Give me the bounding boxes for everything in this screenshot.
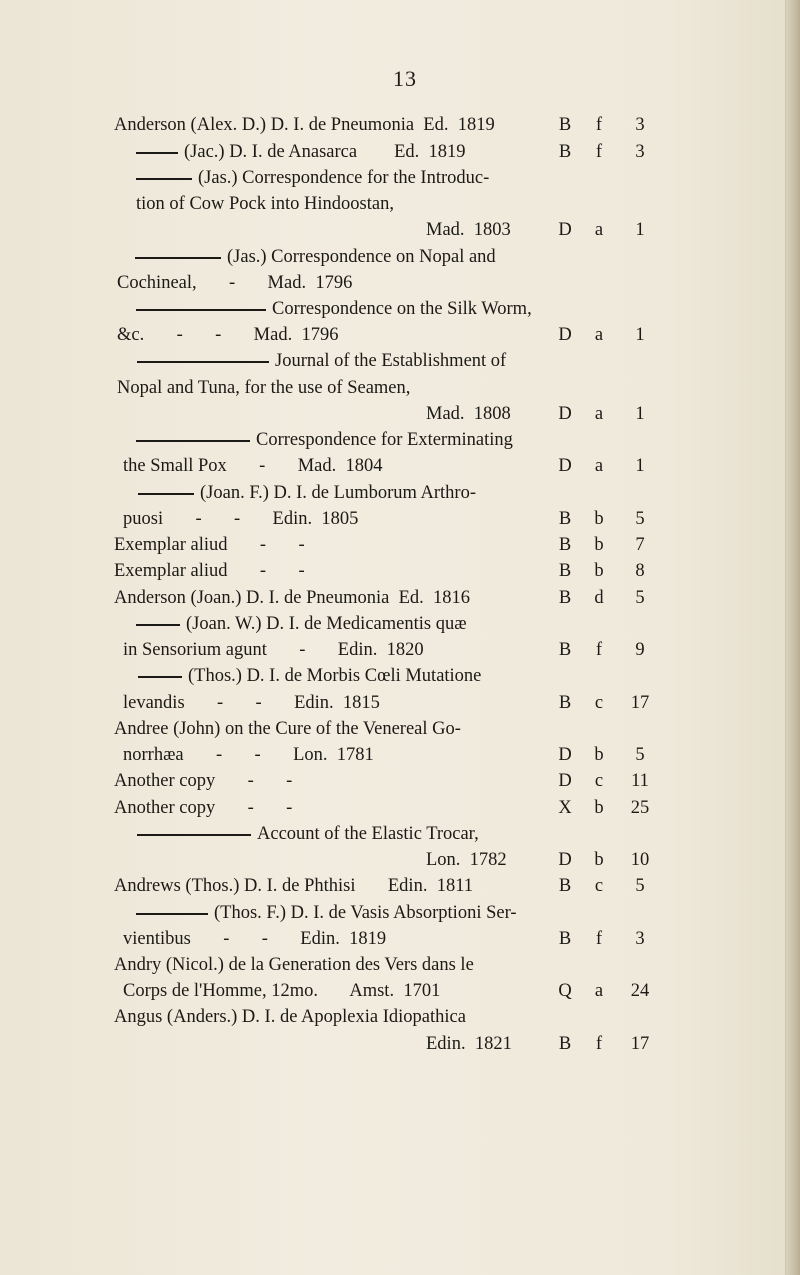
shelf-number: 1 bbox=[635, 404, 645, 424]
ditto-rule bbox=[138, 493, 194, 495]
entry-text bbox=[114, 585, 470, 611]
shelf-letter: a bbox=[594, 404, 604, 424]
entry-text bbox=[114, 952, 474, 978]
shelf-letter: f bbox=[595, 929, 603, 949]
catalogue-entry-line bbox=[0, 348, 790, 374]
shelf-case-mark: B bbox=[558, 929, 572, 949]
shelf-letter: b bbox=[594, 561, 604, 581]
ditto-rule bbox=[136, 913, 208, 915]
entry-title: Anderson (Alex. D.) D. I. de Pneumonia Ed. 1819 bbox=[114, 115, 495, 135]
shelf-case-mark: B bbox=[558, 1034, 572, 1054]
catalogue-entry-line bbox=[0, 217, 790, 243]
catalogue-entry-line bbox=[0, 191, 790, 217]
shelf-number: 3 bbox=[635, 115, 645, 135]
shelf-case-mark: D bbox=[558, 745, 572, 765]
shelf-letter: f bbox=[595, 1034, 603, 1054]
shelf-number: 1 bbox=[635, 325, 645, 345]
catalogue-entry-line bbox=[0, 742, 790, 768]
shelf-number: 7 bbox=[635, 535, 645, 555]
shelf-letter: b bbox=[594, 535, 604, 555]
shelf-case-mark: B bbox=[558, 535, 572, 555]
shelf-case-mark: B bbox=[558, 115, 572, 135]
entry-text bbox=[138, 663, 481, 689]
shelf-number: 24 bbox=[630, 981, 650, 1001]
catalogue-entry-line bbox=[0, 926, 790, 952]
catalogue-entry-line bbox=[0, 663, 790, 689]
entry-title: Mad. 1808 bbox=[426, 404, 511, 424]
ditto-rule bbox=[136, 624, 180, 626]
catalogue-entry-line bbox=[0, 112, 790, 138]
entry-text bbox=[136, 900, 517, 926]
shelf-case-mark: B bbox=[558, 640, 572, 660]
entry-text bbox=[114, 558, 305, 584]
catalogue-entry-line bbox=[0, 244, 790, 270]
entry-title: the Small Pox - Mad. 1804 bbox=[123, 456, 383, 476]
entry-text bbox=[114, 873, 473, 899]
entry-text bbox=[137, 821, 479, 847]
shelf-case-mark: B bbox=[558, 142, 572, 162]
entry-text bbox=[123, 506, 358, 532]
catalogue-entry-line bbox=[0, 1031, 790, 1057]
shelf-number: 25 bbox=[630, 798, 650, 818]
shelf-number: 8 bbox=[635, 561, 645, 581]
shelf-letter: f bbox=[595, 142, 603, 162]
entry-title: (Jas.) Correspondence for the Introduc- bbox=[198, 168, 490, 188]
entry-title: (Joan. W.) D. I. de Medicamentis quæ bbox=[186, 614, 467, 634]
catalogue-entry-line bbox=[0, 322, 790, 348]
entry-title: Edin. 1821 bbox=[426, 1034, 512, 1054]
entry-text bbox=[123, 453, 383, 479]
shelf-number: 3 bbox=[635, 142, 645, 162]
catalogue-entry-line bbox=[0, 375, 790, 401]
shelf-case-mark: D bbox=[558, 771, 572, 791]
shelf-letter: a bbox=[594, 456, 604, 476]
entry-text bbox=[136, 427, 513, 453]
catalogue-entry-line bbox=[0, 611, 790, 637]
catalogue-entry-line bbox=[0, 165, 790, 191]
entry-title: in Sensorium agunt - Edin. 1820 bbox=[123, 640, 424, 660]
catalogue-entry-line bbox=[0, 585, 790, 611]
catalogue-entry-line bbox=[0, 270, 790, 296]
entry-title: Corps de l'Homme, 12mo. Amst. 1701 bbox=[123, 981, 441, 1001]
entry-title: norrhæa - - Lon. 1781 bbox=[123, 745, 374, 765]
shelf-number: 5 bbox=[635, 876, 645, 896]
entry-title: Another copy - - bbox=[114, 771, 293, 791]
shelf-case-mark: D bbox=[558, 404, 572, 424]
entry-title: Exemplar aliud - - bbox=[114, 535, 305, 555]
shelf-number: 5 bbox=[635, 745, 645, 765]
page-edge bbox=[785, 0, 800, 1275]
shelf-letter: a bbox=[594, 325, 604, 345]
entry-text bbox=[114, 112, 495, 138]
shelf-number: 3 bbox=[635, 929, 645, 949]
ditto-rule bbox=[138, 676, 182, 678]
ditto-rule bbox=[135, 257, 221, 259]
catalogue-entry-line bbox=[0, 847, 790, 873]
shelf-number: 1 bbox=[635, 220, 645, 240]
entry-title: (Joan. F.) D. I. de Lumborum Arthro- bbox=[200, 483, 476, 503]
entry-text bbox=[136, 296, 532, 322]
shelf-letter: a bbox=[594, 220, 604, 240]
shelf-case-mark: Q bbox=[558, 981, 572, 1001]
entry-text bbox=[117, 375, 410, 401]
ditto-rule bbox=[137, 361, 269, 363]
shelf-case-mark: D bbox=[558, 325, 572, 345]
shelf-number: 10 bbox=[630, 850, 650, 870]
ditto-rule bbox=[136, 178, 192, 180]
entry-text bbox=[426, 217, 511, 243]
entry-title: Cochineal, - Mad. 1796 bbox=[117, 273, 353, 293]
catalogue-entry-line bbox=[0, 978, 790, 1004]
entry-text bbox=[135, 244, 496, 270]
entry-text bbox=[123, 690, 380, 716]
entry-title: Andree (John) on the Cure of the Venereal Go- bbox=[114, 719, 461, 739]
catalogue-entry-line bbox=[0, 637, 790, 663]
entry-text bbox=[114, 795, 292, 821]
entry-title: Andry (Nicol.) de la Generation des Vers dans le bbox=[114, 955, 474, 975]
catalogue-entry-line bbox=[0, 453, 790, 479]
catalogue-entry-line bbox=[0, 401, 790, 427]
entry-title: (Thos.) D. I. de Morbis Cœli Mutatione bbox=[188, 666, 482, 686]
ditto-rule bbox=[137, 834, 251, 836]
entry-title: (Jac.) D. I. de Anasarca Ed. 1819 bbox=[184, 142, 466, 162]
shelf-letter: c bbox=[594, 693, 604, 713]
catalogue-entry-line bbox=[0, 506, 790, 532]
shelf-number: 11 bbox=[631, 771, 649, 791]
entry-text bbox=[138, 480, 476, 506]
shelf-letter: b bbox=[594, 509, 604, 529]
entry-text bbox=[426, 847, 507, 873]
shelf-case-mark: D bbox=[558, 456, 572, 476]
entry-text bbox=[123, 637, 424, 663]
catalogue-entry-line bbox=[0, 1004, 790, 1030]
entry-title: Account of the Elastic Trocar, bbox=[257, 824, 479, 844]
entry-text bbox=[114, 532, 305, 558]
catalogue-entry-line bbox=[0, 532, 790, 558]
entry-text bbox=[136, 139, 466, 165]
shelf-number: 9 bbox=[635, 640, 645, 660]
entry-text bbox=[117, 270, 352, 296]
ditto-rule bbox=[136, 440, 250, 442]
entry-title: Correspondence on the Silk Worm, bbox=[272, 299, 532, 319]
shelf-case-mark: X bbox=[558, 798, 572, 818]
entry-title: &c. - - Mad. 1796 bbox=[117, 325, 339, 345]
entry-text bbox=[114, 1004, 466, 1030]
shelf-case-mark: B bbox=[558, 509, 572, 529]
entry-text bbox=[137, 348, 506, 374]
entry-text bbox=[136, 611, 467, 637]
catalogue-entry-line bbox=[0, 480, 790, 506]
entry-text bbox=[136, 191, 394, 217]
entry-title: puosi - - Edin. 1805 bbox=[123, 509, 359, 529]
shelf-number: 17 bbox=[630, 1034, 650, 1054]
catalogue-entry-line bbox=[0, 716, 790, 742]
shelf-case-mark: B bbox=[558, 693, 572, 713]
shelf-letter: b bbox=[594, 745, 604, 765]
catalogue-entry-line bbox=[0, 795, 790, 821]
shelf-case-mark: B bbox=[558, 588, 572, 608]
shelf-number: 1 bbox=[635, 456, 645, 476]
entry-title: tion of Cow Pock into Hindoostan, bbox=[136, 194, 394, 214]
entry-title: Journal of the Establishment of bbox=[275, 351, 507, 371]
entry-title: Andrews (Thos.) D. I. de Phthisi Edin. 1811 bbox=[114, 876, 474, 896]
shelf-case-mark: D bbox=[558, 220, 572, 240]
catalogue-entry-line bbox=[0, 558, 790, 584]
catalogue-entry-line bbox=[0, 900, 790, 926]
shelf-letter: d bbox=[594, 588, 604, 608]
entry-title: Correspondence for Exterminating bbox=[256, 430, 513, 450]
catalogue-entry-line bbox=[0, 427, 790, 453]
page-number: 13 bbox=[393, 66, 417, 91]
catalogue-entry-line bbox=[0, 139, 790, 165]
entry-text bbox=[426, 401, 511, 427]
entry-title: vientibus - - Edin. 1819 bbox=[123, 929, 387, 949]
shelf-letter: b bbox=[594, 798, 604, 818]
catalogue-entry-line bbox=[0, 873, 790, 899]
entry-text bbox=[123, 978, 440, 1004]
catalogue-entry-line bbox=[0, 768, 790, 794]
shelf-case-mark: B bbox=[558, 561, 572, 581]
entry-title: (Jas.) Correspondence on Nopal and bbox=[227, 247, 496, 267]
ditto-rule bbox=[136, 152, 178, 154]
shelf-case-mark: D bbox=[558, 850, 572, 870]
shelf-number: 5 bbox=[635, 588, 645, 608]
shelf-letter: f bbox=[595, 640, 603, 660]
entry-title: (Thos. F.) D. I. de Vasis Absorptioni Ser- bbox=[214, 903, 517, 923]
entry-text bbox=[117, 322, 338, 348]
entry-title: Nopal and Tuna, for the use of Seamen, bbox=[117, 378, 411, 398]
entry-title: Another copy - - bbox=[114, 798, 293, 818]
entry-title: Lon. 1782 bbox=[426, 850, 507, 870]
shelf-case-mark: B bbox=[558, 876, 572, 896]
entry-text bbox=[123, 742, 374, 768]
entry-text bbox=[123, 926, 386, 952]
shelf-number: 5 bbox=[635, 509, 645, 529]
shelf-letter: c bbox=[594, 771, 604, 791]
shelf-letter: f bbox=[595, 115, 603, 135]
catalogue-entry-line bbox=[0, 821, 790, 847]
entry-title: Mad. 1803 bbox=[426, 220, 511, 240]
entry-text bbox=[114, 716, 461, 742]
entry-title: Anderson (Joan.) D. I. de Pneumonia Ed. 1816 bbox=[114, 588, 471, 608]
catalogue-entry-line bbox=[0, 952, 790, 978]
shelf-letter: c bbox=[594, 876, 604, 896]
shelf-letter: a bbox=[594, 981, 604, 1001]
entry-text bbox=[426, 1031, 512, 1057]
catalogue-entry-line bbox=[0, 296, 790, 322]
entry-text bbox=[114, 768, 292, 794]
entry-title: Exemplar aliud - - bbox=[114, 561, 305, 581]
shelf-letter: b bbox=[594, 850, 604, 870]
catalogue-entry-line bbox=[0, 690, 790, 716]
entry-text bbox=[136, 165, 489, 191]
entry-title: levandis - - Edin. 1815 bbox=[123, 693, 380, 713]
shelf-number: 17 bbox=[630, 693, 650, 713]
ditto-rule bbox=[136, 309, 266, 311]
entry-title: Angus (Anders.) D. I. de Apoplexia Idiopathica bbox=[114, 1007, 466, 1027]
